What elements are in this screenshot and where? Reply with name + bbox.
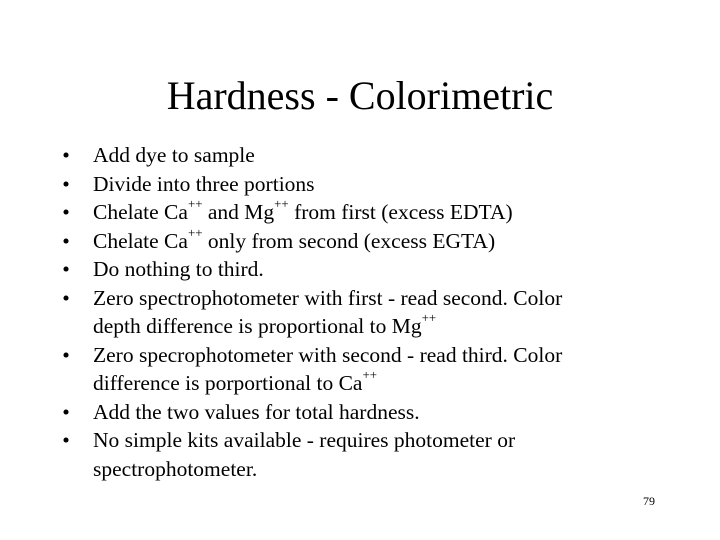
bullet-item <box>54 426 654 483</box>
bullet-icon: • <box>62 171 70 196</box>
superscript: ++ <box>187 225 203 240</box>
bullet-text: Add the two values for total hardness. <box>93 399 420 424</box>
superscript: ++ <box>187 197 203 212</box>
bullet-item <box>54 341 654 398</box>
bullet-icon: • <box>62 228 70 253</box>
bullet-text: Chelate Ca <box>93 228 188 253</box>
bullet-icon: • <box>62 200 70 224</box>
bullet-item <box>54 170 654 199</box>
bullet-text: depth difference is proportional to Mg <box>93 314 422 338</box>
bullet-text: Chelate Ca <box>93 200 188 224</box>
bullet-text: and Mg <box>202 200 275 224</box>
bullet-text-line <box>93 369 654 398</box>
bullet-icon: • <box>62 143 70 167</box>
bullet-text-line: Zero specrophotometer with second - read third. Color <box>93 342 563 367</box>
bullet-item <box>54 398 654 427</box>
bullet-icon: • <box>62 399 70 424</box>
bullet-icon: • <box>62 285 70 310</box>
bullet-text-line: No simple kits available - requires photometer or <box>93 428 516 452</box>
bullet-text: from first (excess EDTA) <box>288 200 513 224</box>
superscript: ++ <box>421 311 437 326</box>
bullet-icon: • <box>62 257 70 281</box>
bullet-icon: • <box>62 342 70 367</box>
bullet-text: only from second (excess EGTA) <box>202 228 496 253</box>
superscript: ++ <box>362 368 378 383</box>
bullet-item <box>54 255 654 284</box>
bullet-text: difference is porportional to Ca <box>93 371 363 395</box>
bullet-text-line <box>93 312 654 341</box>
slide-title: Hardness - Colorimetric <box>166 73 554 118</box>
bullet-item <box>54 284 654 341</box>
bullet-text: Divide into three portions <box>93 171 315 196</box>
bullet-text: Add dye to sample <box>93 143 255 167</box>
page-number: 79 <box>643 494 655 508</box>
bullet-icon: • <box>62 428 70 452</box>
bullet-text-line: spectrophotometer. <box>93 456 258 481</box>
bullet-text-line: Zero spectrophotometer with first - read second. Color <box>93 285 563 310</box>
superscript: ++ <box>274 197 289 212</box>
bullet-text: Do nothing to third. <box>93 257 264 281</box>
bullet-list <box>54 141 654 483</box>
bullet-item <box>54 198 654 227</box>
bullet-item <box>54 141 654 170</box>
bullet-item <box>54 227 654 256</box>
